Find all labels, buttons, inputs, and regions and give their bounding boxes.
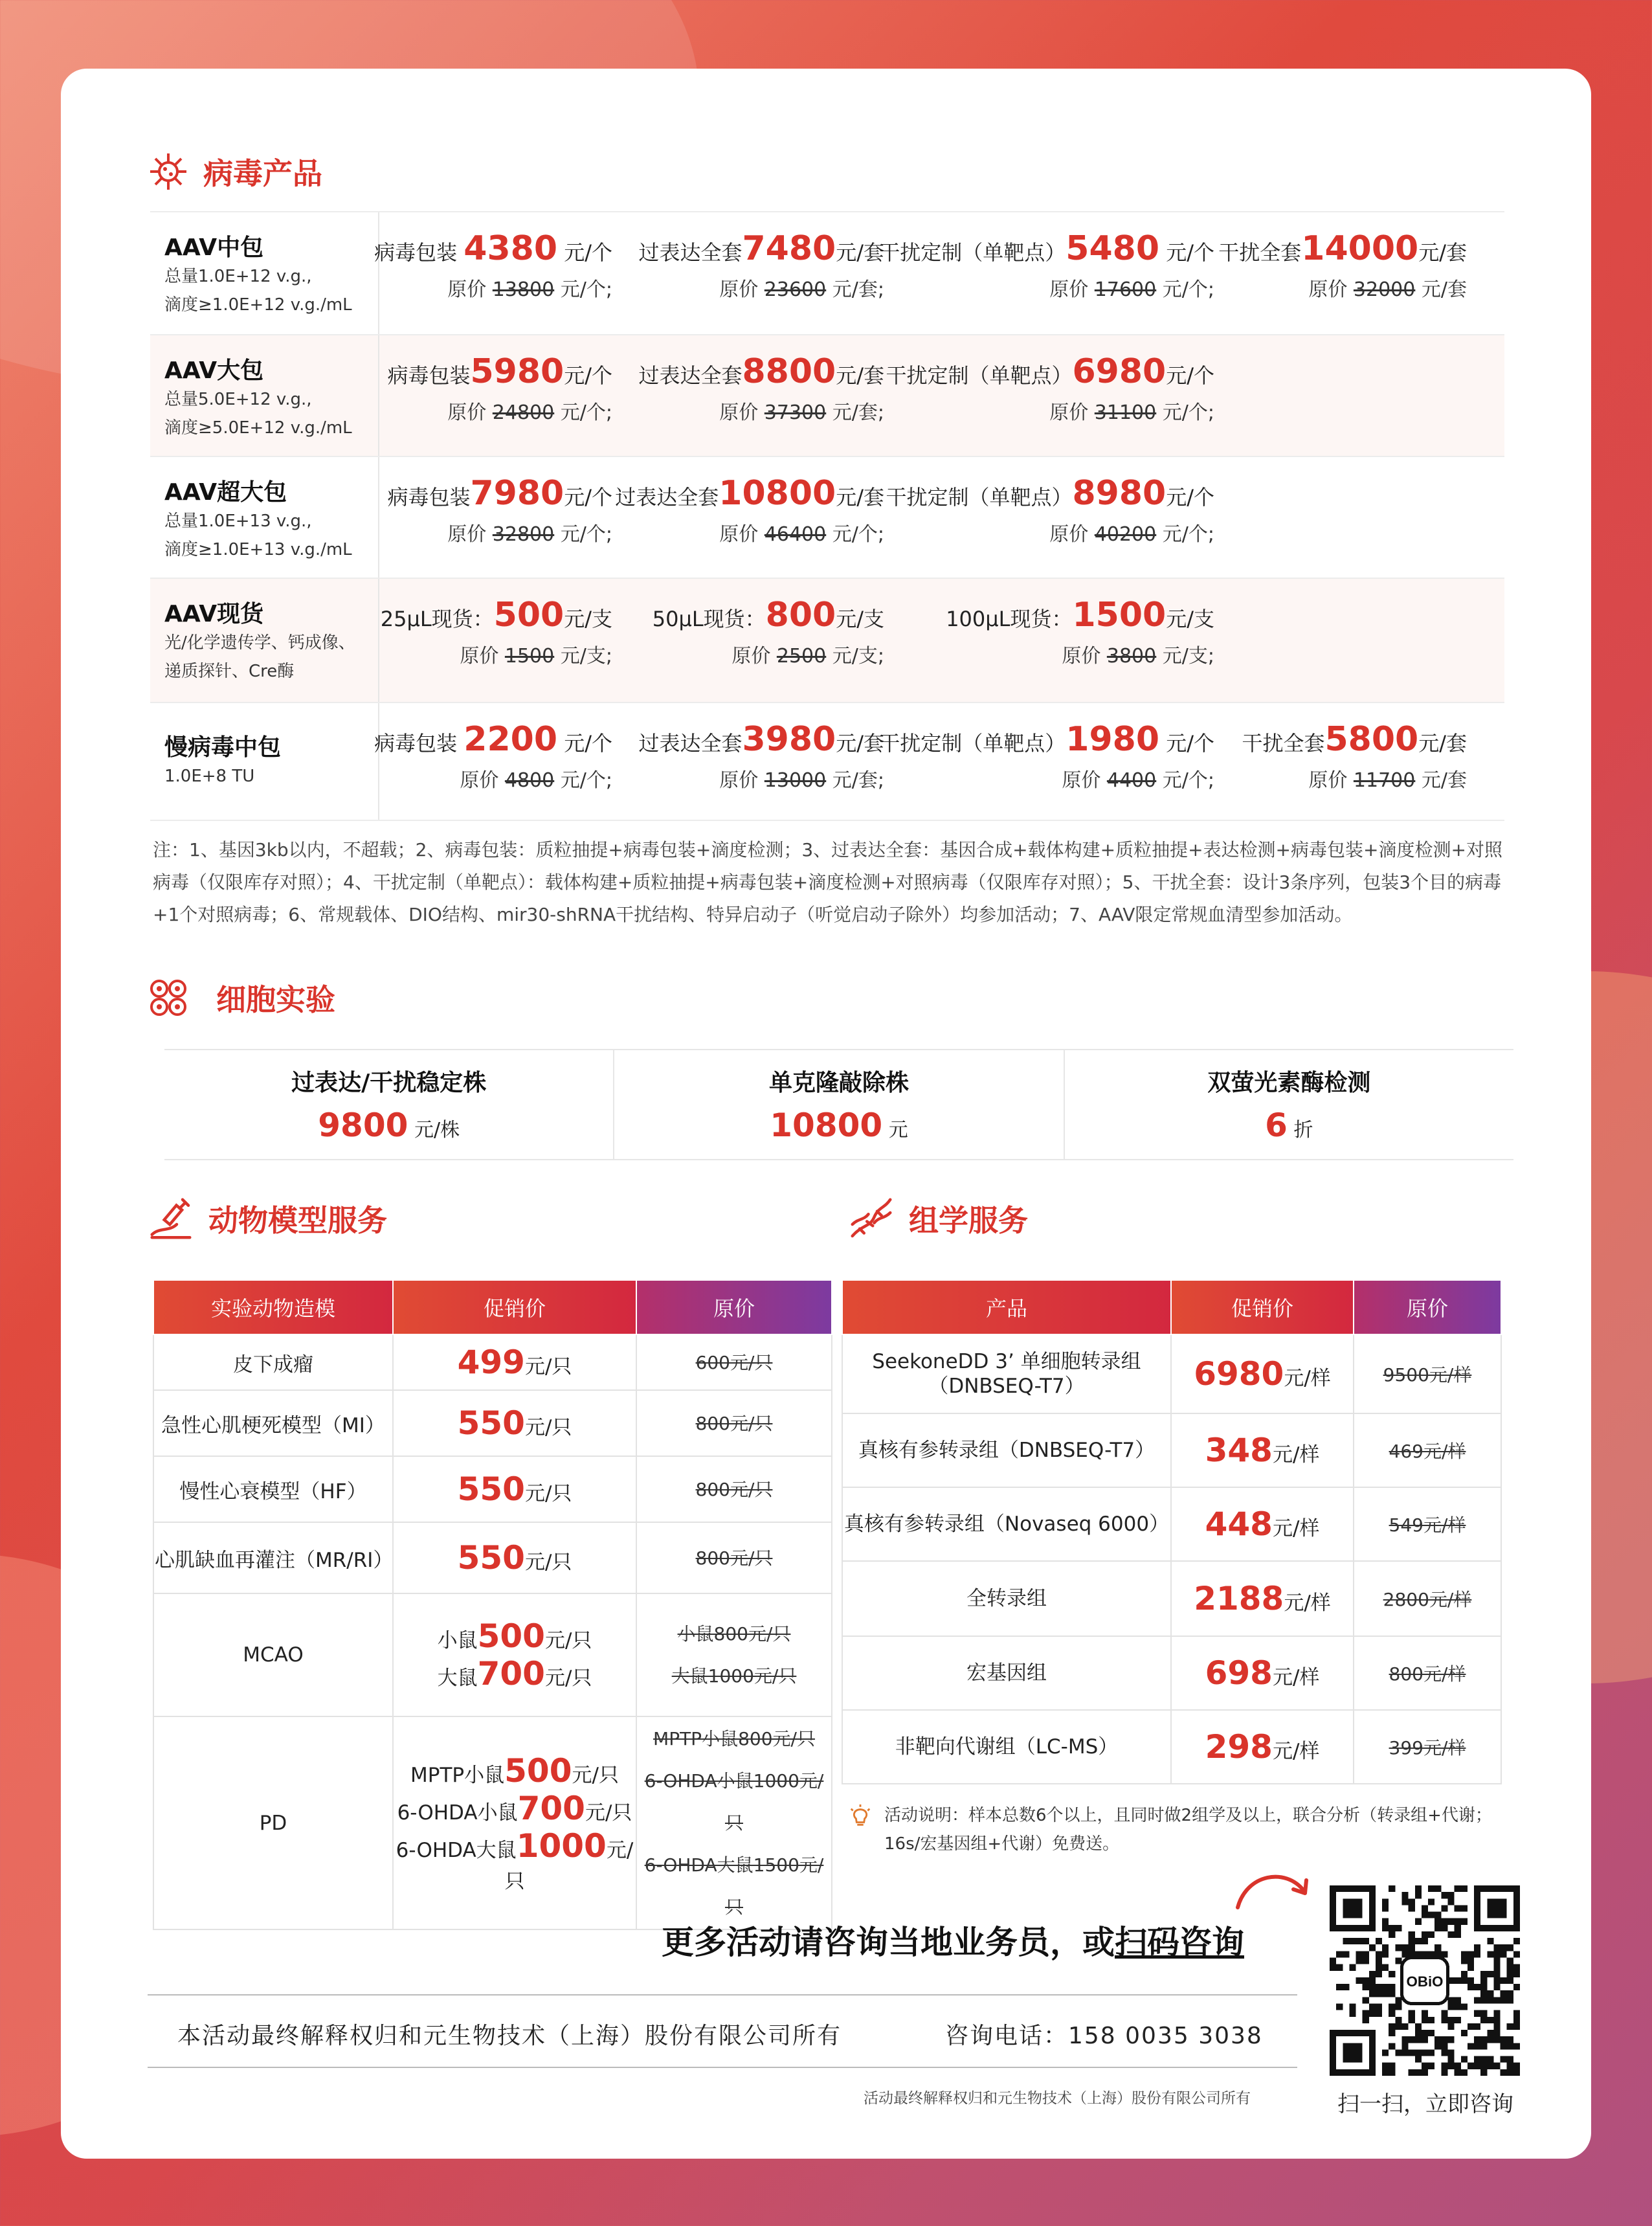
column-header: 原价 — [636, 1280, 832, 1334]
price-cell — [1218, 229, 1467, 302]
arrow-icon — [1234, 1867, 1312, 1913]
product-spec: 滴度≥1.0E+12 v.g./mL — [164, 295, 352, 315]
product-name-cell — [150, 335, 379, 456]
consult-cta — [662, 1917, 1244, 1963]
price-cells — [379, 457, 1504, 578]
promo-price-line: 550元/只 — [457, 1539, 572, 1577]
original-price-cell: 549元/样 — [1354, 1487, 1501, 1561]
virus-section-title — [148, 150, 322, 193]
original-price-cell — [636, 1390, 832, 1456]
model-name: 慢性心衰模型（HF） — [153, 1456, 393, 1522]
virus-product-row — [150, 335, 1504, 457]
product-name: SeekoneDD 3’ 单细胞转录组 （DNBSEQ-T7） — [842, 1334, 1171, 1413]
original-price: 原价 31100 元/个; — [1049, 401, 1214, 424]
promo-price: 干扰定制（单靶点）1980 元/个 — [879, 720, 1214, 759]
promo-price: 干扰全套14000元/套 — [1218, 229, 1467, 268]
original-price-cell: 399元/样 — [1354, 1710, 1501, 1784]
table-row — [842, 1334, 1501, 1413]
virus-note: 注：1、基因3kb以内，不超载；2、病毒包装：质粒抽提+病毒包装+滴度检测；3、过表达全套：基因合成+载体构建+质粒抽提+表达检测+病毒包装+滴度检测+对照病毒（仅限库存对照）；4、干扰定制（单靶点）：载体构建+质粒抽提+病毒包装+滴度检测+对照病毒（仅限库存对照）；5、干扰全套：设计3条序列，包装3个目的病毒+1个对照病毒；6、常规载体、DIO结构、mir30-shRNA干扰结构、特异启动子（听觉启动子除外）均参加活动；7、AAV限定常规血清型参加活动。 — [153, 839, 1502, 925]
original-price-cell — [636, 1334, 832, 1390]
product-name: 宏基因组 — [842, 1636, 1171, 1710]
original-price-line: 800元/只 — [695, 1478, 773, 1500]
original-price: 原价 40200 元/个; — [1049, 523, 1214, 546]
animal-price-table — [153, 1279, 832, 1930]
qr-code[interactable] — [1330, 1885, 1520, 2076]
promo-price-line: 大鼠700元/只 — [437, 1655, 592, 1692]
price-cells — [379, 579, 1504, 702]
original-price: 原价 3800 元/支; — [1062, 645, 1214, 668]
price-cell — [653, 596, 884, 668]
cell-item-price: 10800 元 — [770, 1107, 908, 1144]
price-cell — [638, 229, 884, 302]
divider — [148, 2067, 1297, 2068]
cell-item-price: 9800 元/株 — [318, 1107, 460, 1144]
price-cells — [374, 703, 1504, 820]
omics-price-table — [842, 1279, 1502, 1784]
promo-price: 过表达全套3980元/套 — [638, 720, 884, 759]
model-name: PD — [153, 1716, 393, 1929]
table-row — [153, 1456, 832, 1522]
rights-statement-small: 活动最终解释权归和元生物技术（上海）股份有限公司所有 — [864, 2090, 1251, 2107]
cell-item-price: 6 折 — [1265, 1107, 1313, 1144]
original-price-line: 6-OHDA小鼠1000元/只 — [644, 1770, 824, 1834]
lightbulb-icon — [848, 1804, 873, 1828]
product-spec: 滴度≥5.0E+12 v.g./mL — [164, 418, 352, 438]
product-spec: 光/化学遗传学、钙成像、 — [164, 633, 355, 653]
original-price-line: 6-OHDA大鼠1500元/只 — [644, 1854, 824, 1918]
omics-section-title — [848, 1195, 1028, 1242]
promo-price-line: 6-OHDA大鼠1000元/只 — [396, 1827, 634, 1893]
original-price: 原价 4400 元/个; — [1062, 769, 1214, 792]
cta-text: 更多活动请咨询当地业务员，或 — [662, 1924, 1115, 1961]
original-price: 原价 13800 元/个; — [447, 278, 612, 301]
promo-price: 病毒包装7980元/个 — [387, 474, 612, 513]
promo-price-cell: 698元/样 — [1171, 1636, 1354, 1710]
promo-price-cell: 448元/样 — [1171, 1487, 1354, 1561]
price-cells — [374, 212, 1504, 334]
cells-icon — [148, 977, 189, 1018]
product-spec: 总量1.0E+12 v.g., — [164, 267, 312, 286]
promo-price: 过表达全套10800元/套 — [615, 474, 884, 513]
cell-section-title — [148, 976, 335, 1019]
product-name-cell — [150, 212, 379, 334]
product-name-cell — [150, 579, 379, 702]
promo-price-cell: 6980元/样 — [1171, 1334, 1354, 1413]
promo-price-cell — [393, 1390, 636, 1456]
original-price-line: 800元/只 — [695, 1547, 773, 1569]
qr-caption: 扫一扫，立即咨询 — [1337, 2091, 1513, 2117]
original-price-line: 小鼠800元/只 — [677, 1623, 791, 1645]
omics-activity-note — [848, 1801, 1502, 1858]
column-header: 促销价 — [1171, 1280, 1354, 1334]
section-title-text: 细胞实验 — [216, 982, 335, 1017]
product-spec: 总量5.0E+12 v.g., — [164, 390, 312, 409]
model-name: 皮下成瘤 — [153, 1334, 393, 1390]
section-title-text: 组学服务 — [909, 1203, 1028, 1238]
price-cell — [374, 720, 612, 793]
original-price: 原价 1500 元/支; — [460, 645, 612, 668]
promo-price: 干扰全套5800元/套 — [1242, 720, 1467, 759]
cell-experiment-list — [164, 1049, 1513, 1160]
original-price: 原价 46400 元/个; — [719, 523, 884, 546]
product-name: AAV超大包 — [164, 479, 287, 506]
original-price-line: 大鼠1000元/只 — [671, 1665, 797, 1687]
original-price-cell — [636, 1716, 832, 1929]
price-cell — [638, 720, 884, 793]
original-price-line: 800元/只 — [695, 1412, 773, 1434]
promo-price: 干扰定制（单靶点）6980元/个 — [886, 352, 1214, 391]
dna-icon — [848, 1195, 895, 1242]
promo-price-line: MPTP小鼠500元/只 — [410, 1752, 619, 1790]
table-row — [153, 1334, 832, 1390]
virus-product-row — [150, 579, 1504, 703]
promo-price: 50μL现货：800元/支 — [652, 596, 884, 635]
promo-price-cell — [393, 1456, 636, 1522]
product-name: AAV中包 — [164, 234, 264, 261]
original-price: 原价 24800 元/个; — [447, 401, 612, 424]
column-header: 产品 — [842, 1280, 1171, 1334]
virus-product-row — [150, 703, 1504, 821]
product-spec: 滴度≥1.0E+13 v.g./mL — [164, 540, 352, 559]
promo-price-cell — [393, 1522, 636, 1593]
promo-price-cell — [393, 1716, 636, 1929]
table-row — [842, 1710, 1501, 1784]
column-header: 促销价 — [393, 1280, 636, 1334]
model-name: MCAO — [153, 1593, 393, 1716]
price-cell — [374, 229, 612, 302]
price-cell — [1242, 720, 1467, 793]
price-cell — [879, 229, 1214, 302]
original-price-cell: 9500元/样 — [1354, 1334, 1501, 1413]
rights-statement: 本活动最终解释权归和元生物技术（上海）股份有限公司所有 — [177, 2023, 842, 2049]
promo-price: 干扰定制（单靶点）8980元/个 — [886, 474, 1214, 513]
virus-icon — [148, 151, 189, 192]
promo-price: 病毒包装5980元/个 — [387, 352, 612, 391]
original-price: 原价 32800 元/个; — [447, 523, 612, 546]
column-header: 原价 — [1354, 1280, 1501, 1334]
price-cell — [387, 474, 612, 546]
original-price-cell — [636, 1522, 832, 1593]
original-price: 原价 2500 元/支; — [731, 645, 884, 668]
cell-item-name: 双萤光素酶检测 — [1207, 1070, 1371, 1096]
product-name: 真核有参转录组（Novaseq 6000） — [842, 1487, 1171, 1561]
promo-price: 25μL现货：500元/支 — [380, 596, 612, 635]
activity-note-text: 活动说明：样本总数6个以上，且同时做2组学及以上，联合分析（转录组+代谢；16s/宏基因组+代谢）免费送。 — [884, 1806, 1492, 1854]
product-name: 全转录组 — [842, 1561, 1171, 1636]
price-cell — [886, 474, 1214, 546]
virus-product-row — [150, 212, 1504, 335]
promo-price-line: 499元/只 — [457, 1343, 572, 1381]
cell-item-name: 过表达/干扰稳定株 — [291, 1070, 487, 1096]
table-row — [153, 1716, 832, 1929]
original-price: 原价 11700 元/套 — [1308, 769, 1467, 792]
promo-price-line: 小鼠500元/只 — [437, 1617, 592, 1655]
product-spec: 递质探针、Cre酶 — [164, 662, 295, 681]
product-name: 真核有参转录组（DNBSEQ-T7） — [842, 1413, 1171, 1487]
price-cell — [615, 474, 884, 546]
virus-product-row — [150, 457, 1504, 579]
column-header: 实验动物造模 — [153, 1280, 393, 1334]
model-name: 心肌缺血再灌注（MR/RI） — [153, 1522, 393, 1593]
price-cells — [379, 335, 1504, 456]
promo-price-cell — [393, 1334, 636, 1390]
price-cell — [886, 352, 1214, 425]
table-row — [153, 1593, 832, 1716]
qr-logo: OBiO — [1406, 1973, 1444, 1990]
table-row — [842, 1636, 1501, 1710]
original-price-line: 600元/只 — [695, 1351, 773, 1373]
product-spec: 总量1.0E+13 v.g., — [164, 512, 312, 531]
original-price-cell — [636, 1456, 832, 1522]
original-price-cell: 2800元/样 — [1354, 1561, 1501, 1636]
price-cell — [946, 596, 1214, 668]
original-price: 原价 23600 元/套; — [719, 278, 884, 301]
table-row — [153, 1390, 832, 1456]
cell-item-name: 单克隆敲除株 — [768, 1070, 909, 1096]
promo-price-cell: 2188元/样 — [1171, 1561, 1354, 1636]
price-cell — [638, 352, 884, 425]
original-price-cell: 800元/样 — [1354, 1636, 1501, 1710]
product-name: 慢病毒中包 — [164, 734, 282, 761]
original-price-cell: 469元/样 — [1354, 1413, 1501, 1487]
product-name: 非靶向代谢组（LC-MS） — [842, 1710, 1171, 1784]
price-cell — [879, 720, 1214, 793]
promo-price-cell: 298元/样 — [1171, 1710, 1354, 1784]
syringe-icon — [148, 1195, 194, 1242]
table-row — [842, 1561, 1501, 1636]
original-price: 原价 4800 元/个; — [460, 769, 612, 792]
divider — [148, 1994, 1297, 1996]
promo-price-line: 550元/只 — [457, 1470, 572, 1508]
product-name: AAV大包 — [164, 357, 264, 384]
product-name-cell — [150, 703, 379, 820]
product-name: AAV现货 — [164, 601, 264, 627]
promo-price: 病毒包装 2200 元/个 — [374, 720, 612, 759]
promo-price: 100μL现货：1500元/支 — [946, 596, 1214, 635]
table-row — [842, 1487, 1501, 1561]
consult-phone: 咨询电话：158 0035 3038 — [945, 2023, 1263, 2049]
animal-section-title — [148, 1195, 387, 1242]
model-name: 急性心肌梗死模型（MI） — [153, 1390, 393, 1456]
promo-price: 干扰定制（单靶点）5480 元/个 — [879, 229, 1214, 268]
cell-item — [1064, 1050, 1513, 1159]
virus-price-table — [150, 211, 1504, 821]
promo-price-line: 550元/只 — [457, 1404, 572, 1442]
original-price: 原价 32000 元/套 — [1308, 278, 1467, 301]
promo-price-cell: 348元/样 — [1171, 1413, 1354, 1487]
promo-price: 病毒包装 4380 元/个 — [374, 229, 612, 268]
promo-price: 过表达全套7480元/套 — [638, 229, 884, 268]
original-price-cell — [636, 1593, 832, 1716]
cell-item — [164, 1050, 613, 1159]
promo-price-cell — [393, 1593, 636, 1716]
promo-price-line: 6-OHDA小鼠700元/只 — [397, 1790, 632, 1827]
section-title-text: 动物模型服务 — [208, 1203, 387, 1238]
promo-price: 过表达全套8800元/套 — [638, 352, 884, 391]
section-title-text: 病毒产品 — [203, 156, 322, 191]
product-name-cell — [150, 457, 379, 578]
price-cell — [387, 352, 612, 425]
product-spec: 1.0E+8 TU — [164, 767, 255, 786]
original-price-line: MPTP小鼠800元/只 — [653, 1728, 815, 1749]
table-row — [842, 1413, 1501, 1487]
table-row — [153, 1522, 832, 1593]
cell-item — [613, 1050, 1063, 1159]
original-price: 原价 37300 元/套; — [719, 401, 884, 424]
original-price: 原价 13000 元/套; — [719, 769, 884, 792]
scan-consult-link[interactable]: 扫码咨询 — [1115, 1924, 1244, 1961]
price-cell — [381, 596, 612, 668]
original-price: 原价 17600 元/个; — [1049, 278, 1214, 301]
